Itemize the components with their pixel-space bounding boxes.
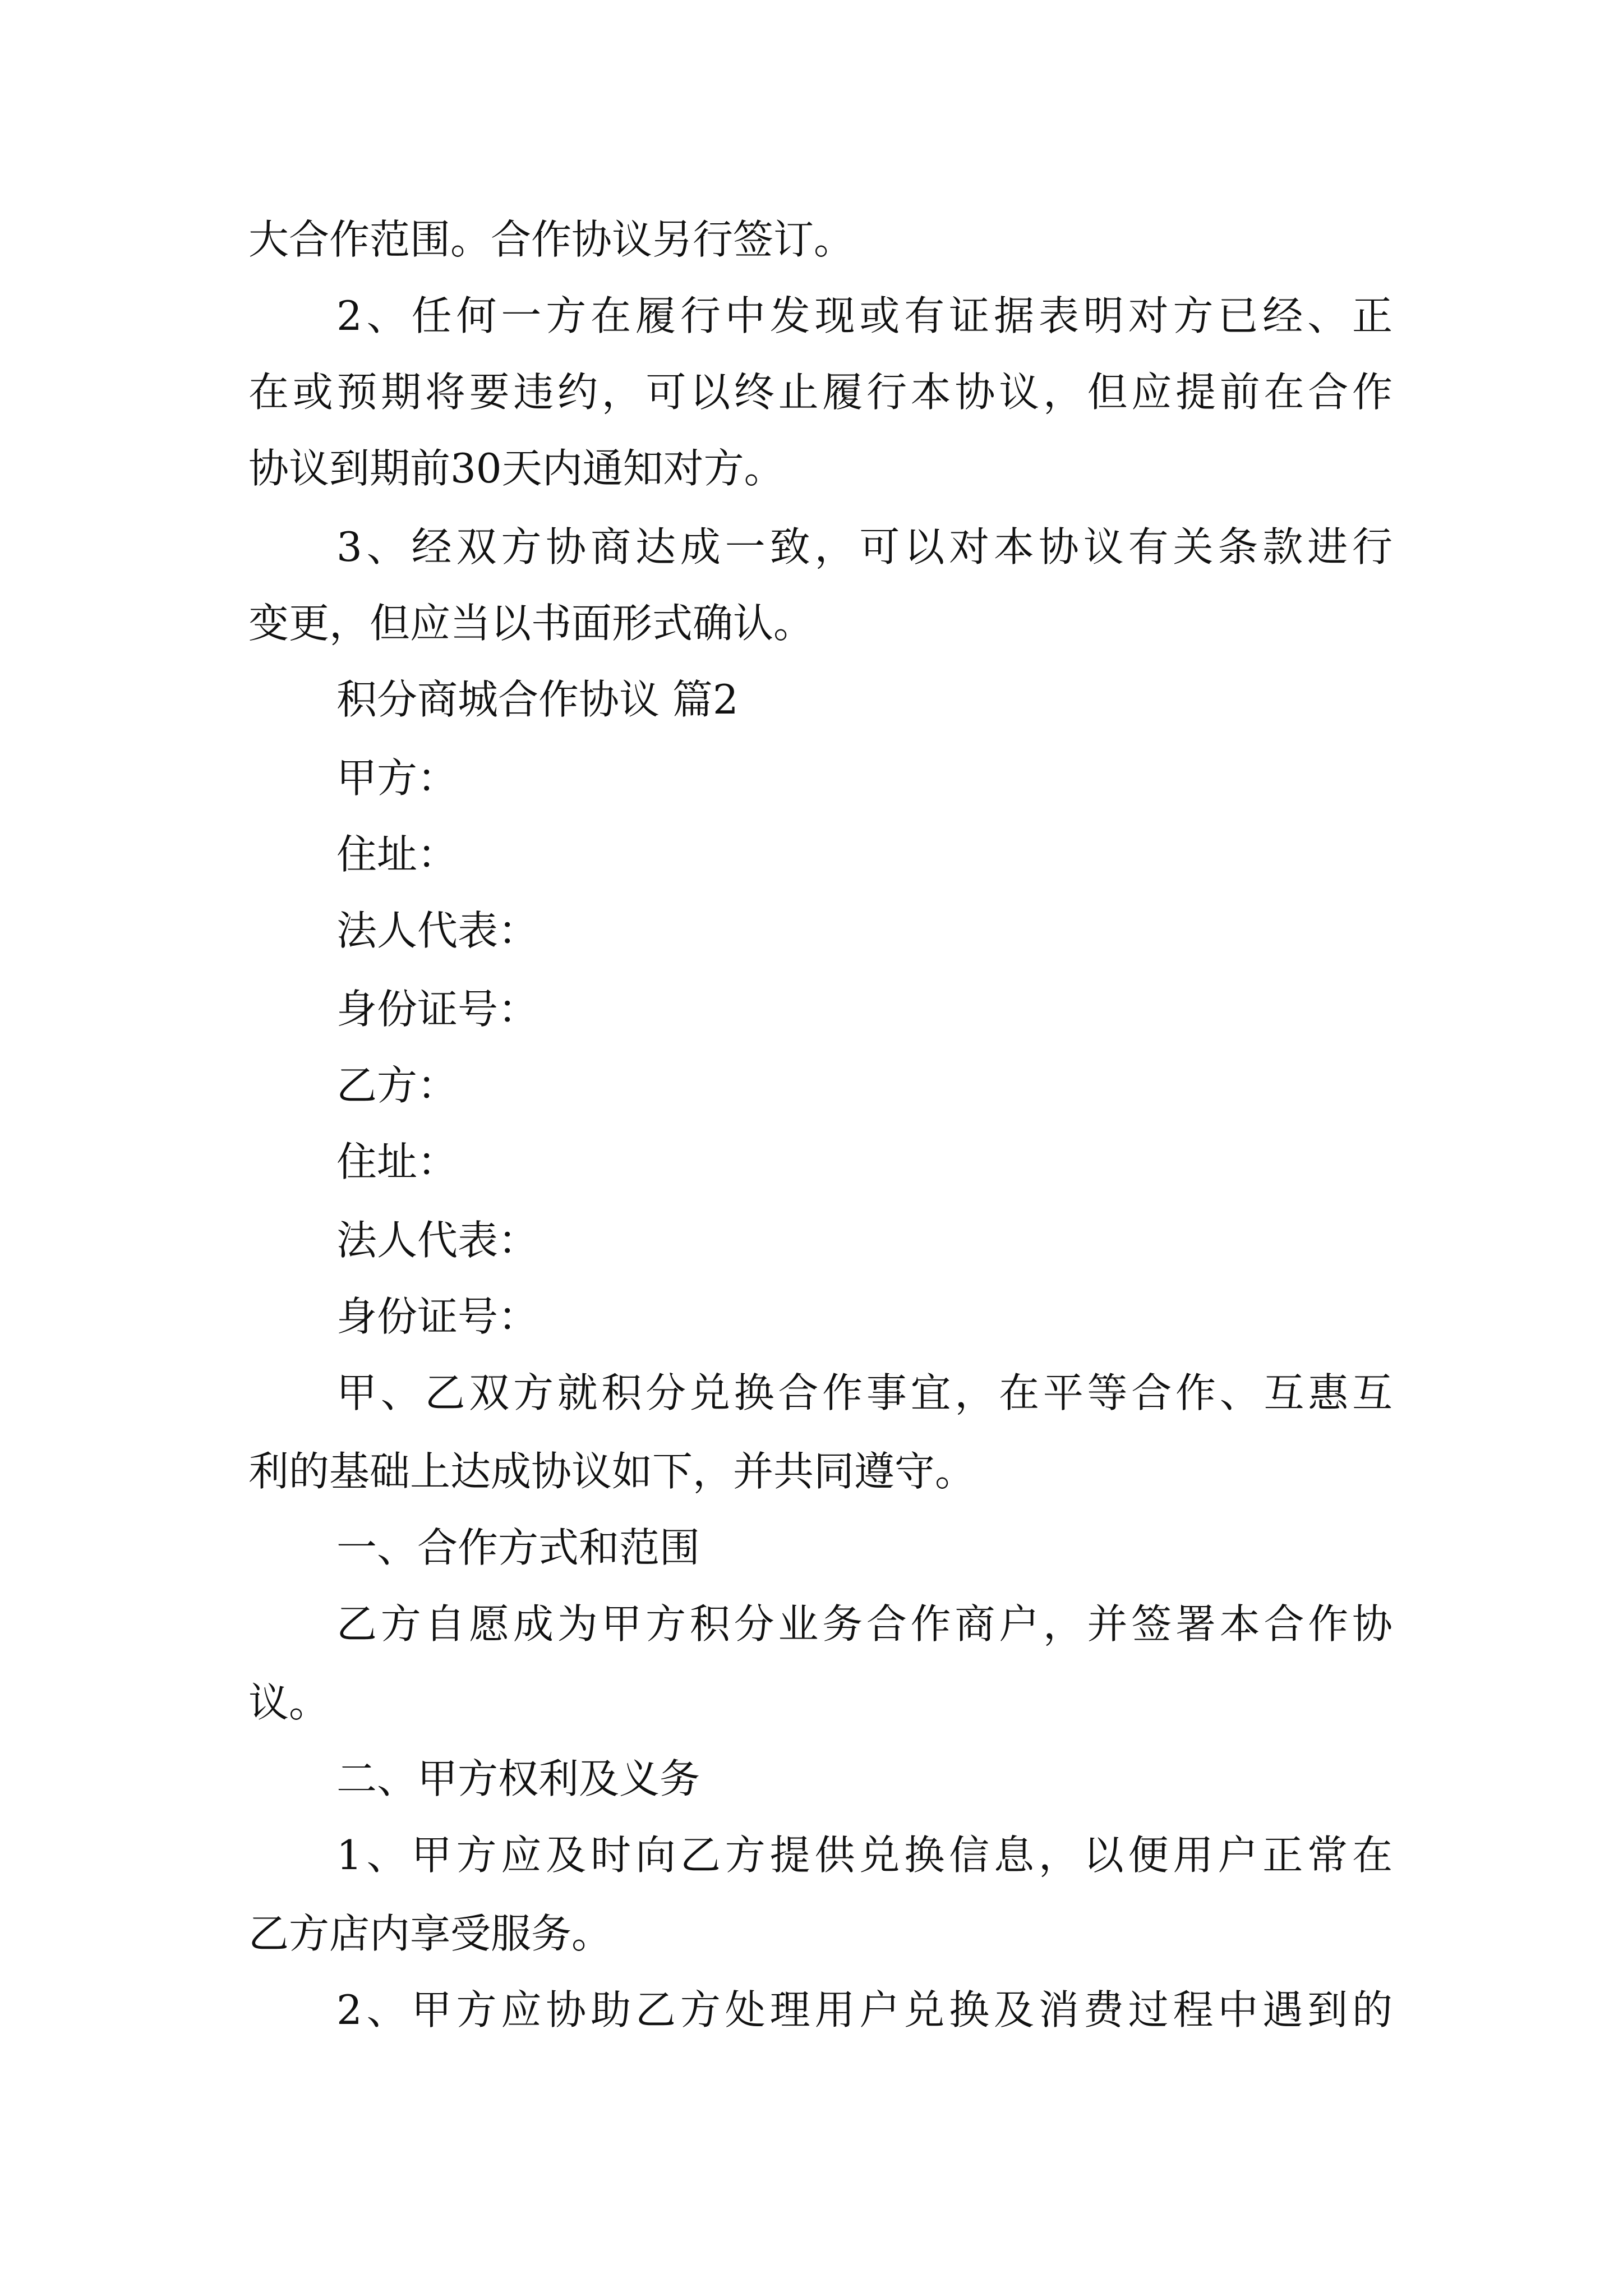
text-line: 身份证号：	[336, 1293, 539, 1340]
text-line: 利的基础上达成协议如下，并共同遵守。	[248, 1448, 976, 1495]
text-line: 议。	[248, 1679, 330, 1726]
section-heading: 一、合作方式和范围	[336, 1524, 700, 1571]
text-line: 2、甲方应协助乙方处理用户兑换及消费过程中遇到的	[336, 1986, 1393, 2033]
text-line: 身份证号：	[336, 986, 539, 1033]
text-line: 1、甲方应及时向乙方提供兑换信息，以便用户正常在	[336, 1832, 1393, 1879]
section-heading: 二、甲方权利及义务	[336, 1755, 700, 1802]
text-line: 乙方：	[336, 1062, 458, 1109]
text-line: 法人代表：	[336, 1217, 539, 1264]
section-heading: 积分商城合作协议 篇2	[336, 676, 739, 723]
text-line: 甲、乙双方就积分兑换合作事宜，在平等合作、互惠互	[336, 1369, 1393, 1416]
text-line: 大合作范围。合作协议另行签订。	[248, 216, 855, 263]
text-line: 法人代表：	[336, 907, 539, 954]
text-line: 变更，但应当以书面形式确认。	[248, 600, 814, 647]
text-line: 协议到期前30天内通知对方。	[248, 445, 785, 492]
text-line: 乙方自愿成为甲方积分业务合作商户，并签署本合作协	[336, 1600, 1393, 1648]
text-line: 3、经双方协商达成一致，可以对本协议有关条款进行	[336, 523, 1393, 570]
text-line: 住址：	[336, 1138, 458, 1185]
text-line: 乙方店内享受服务。	[248, 1910, 612, 1957]
text-line: 甲方：	[336, 754, 458, 802]
text-line: 2、任何一方在履行中发现或有证据表明对方已经、正	[336, 292, 1393, 339]
text-line: 在或预期将要违约，可以终止履行本协议，但应提前在合作	[248, 369, 1393, 416]
text-line: 住址：	[336, 831, 458, 878]
